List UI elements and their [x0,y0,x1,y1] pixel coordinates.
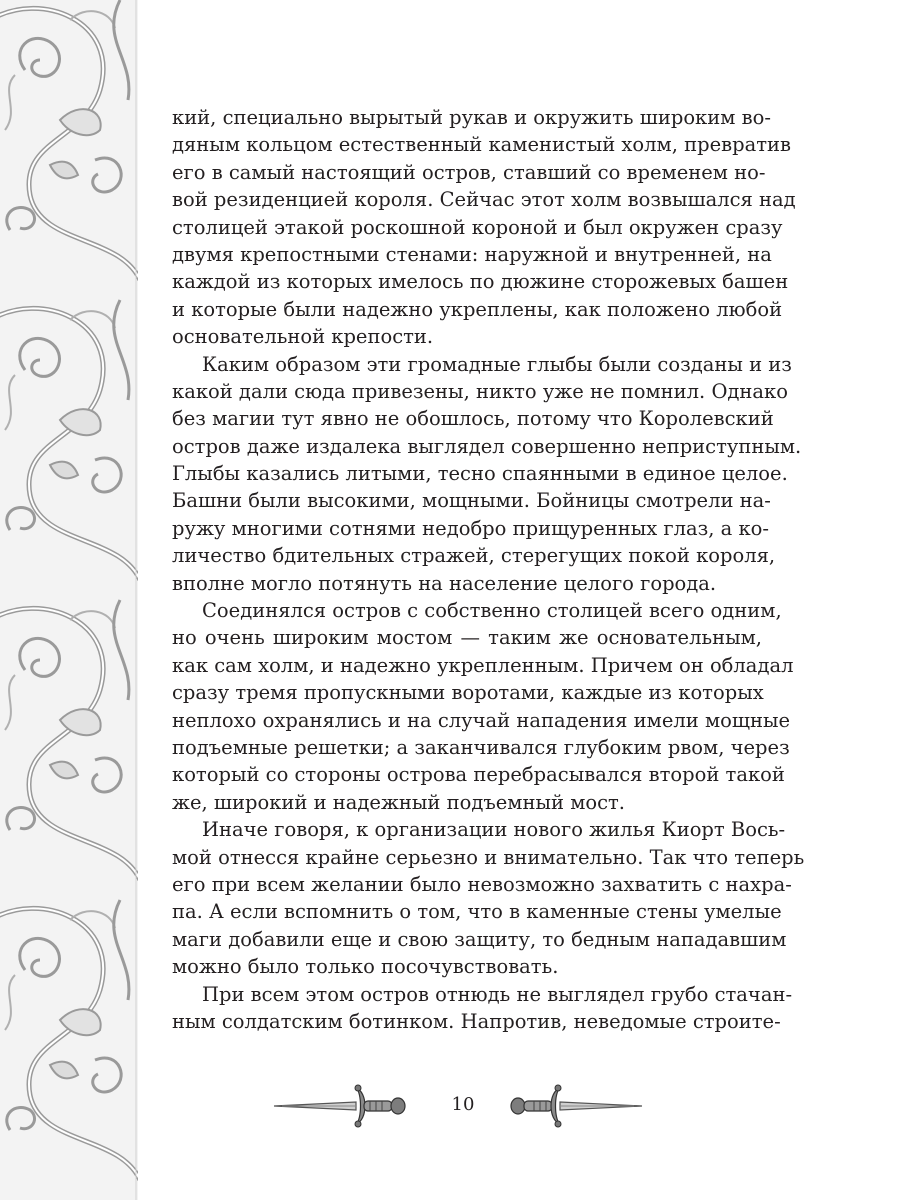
text-line: двумя крепостными стенами: наружной и внутренней, на [172,242,772,266]
text-line: па. А если вспомнить о том, что в каменные стены умелые [172,900,782,924]
text-line: как сам холм, и надежно укрепленным. Причем он обладал [172,653,794,677]
text-line: остров даже издалека выглядел совершенно неприступным. [172,434,802,458]
text-line: Глыбы казались литыми, тесно спаянными в единое целое. [172,462,788,486]
text-line: личество бдительных стражей, стерегущих покой короля, [172,544,776,568]
text-line: ружу многими сотнями недобро прищуренных глаз, а ко- [172,516,770,540]
text-line: При всем этом остров отнюдь не выглядел грубо стачан- [202,982,793,1006]
text-line: ным солдатским ботинком. Напротив, неведомые строите- [172,1009,781,1033]
text-line: но очень широким мостом — таким же основательным, [172,626,762,650]
text-line: Соединялся остров с собственно столицей всего одним, [202,599,782,623]
text-line: дяным кольцом естественный каменистый холм, превратив [172,133,791,157]
text-line: маги добавили еще и свою защиту, то бедным нападавшим [172,927,787,951]
text-line: подъемные решетки; а заканчивался глубоким рвом, через [172,735,790,759]
body-text [172,104,805,1035]
text-line: сразу тремя пропускными воротами, каждые из которых [172,681,764,705]
text-line: неплохо охранялись и на случай нападения имели мощные [172,708,791,732]
text-line: его в самый настоящий остров, ставший со временем но- [172,160,766,184]
text-line: его при всем желании было невозможно захватить с нахра- [172,872,792,896]
sword-icon [272,1080,432,1130]
text-line: Башни были высокими, мощными. Бойницы смотрели на- [172,489,771,513]
text-line: столицей этакой роскошной короной и был окружен сразу [172,215,783,239]
text-line: Иначе говоря, к организации нового жилья Киорт Вось- [202,818,786,842]
text-line: можно было только посочувствовать. [172,955,559,979]
text-line: мой отнесся крайне серьезно и внимательно. Так что теперь [172,845,805,869]
text-line: Каким образом эти громадные глыбы были созданы и из [202,352,792,376]
text-line: же, широкий и надежный подъемный мост. [172,790,626,814]
page-number: 10 [451,1094,475,1115]
floral-ornament-border [0,0,138,1200]
text-line: который со стороны острова перебрасывался второй такой [172,763,785,787]
text-line: каждой из которых имелось по дюжине сторожевых башен [172,270,789,294]
text-line: и которые были надежно укреплены, как положено любой [172,297,783,321]
floral-ornament-icon [0,0,138,1200]
page-footer [0,1080,900,1140]
text-line: какой дали сюда привезены, никто уже не помнил. Однако [172,379,788,403]
text-line: вполне могло потянуть на население целого города. [172,571,717,595]
text-line: без магии тут явно не обошлось, потому что Королевский [172,407,774,431]
text-line: кий, специально вырытый рукав и окружить широким во- [172,106,771,129]
sword-icon [504,1080,664,1130]
text-line: вой резиденцией короля. Сейчас этот холм возвышался над [172,188,796,212]
text-line: основательной крепости. [172,325,434,349]
